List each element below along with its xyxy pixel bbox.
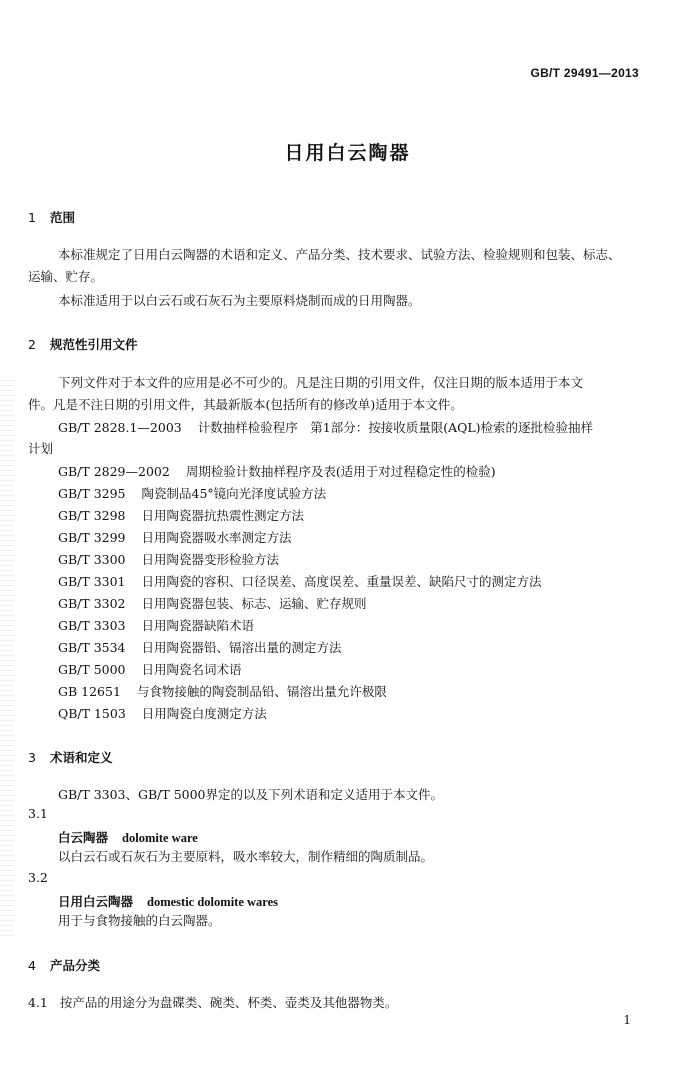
reference-title: 日用陶瓷器变形检验方法 — [141, 552, 280, 567]
reference-item — [58, 418, 593, 436]
section-number: 2 — [28, 337, 36, 352]
section-title: 范围 — [50, 210, 76, 225]
term-en: domestic dolomite wares — [147, 895, 279, 909]
term-zh: 白云陶器 — [58, 830, 109, 845]
paragraph: 本标准规定了日用白云陶器的术语和定义、产品分类、技术要求、试验方法、检验规则和包装、标志、 — [58, 247, 621, 262]
reference-code: GB/T 5000 — [58, 662, 126, 677]
section-2-heading — [28, 335, 138, 353]
reference-continuation: 计划 — [28, 441, 54, 456]
reference-item — [58, 484, 326, 502]
paragraph: GB/T 3303、GB/T 5000界定的以及下列术语和定义适用于本文件。 — [58, 787, 444, 802]
reference-item — [58, 638, 342, 656]
reference-item — [58, 594, 367, 612]
reference-code: GB/T 3534 — [58, 640, 126, 655]
section-3-heading — [28, 748, 113, 766]
reference-code: GB/T 3298 — [58, 508, 126, 523]
reference-title: 日用陶瓷器包装、标志、运输、贮存规则 — [141, 596, 367, 611]
clause-number: 3.1 — [28, 806, 48, 821]
term-zh: 日用白云陶器 — [58, 894, 134, 909]
section-4-heading — [28, 956, 100, 974]
reference-item — [58, 506, 304, 524]
section-1-heading — [28, 208, 75, 226]
paragraph: 运输、贮存。 — [28, 269, 104, 284]
reference-code: GB/T 3299 — [58, 530, 126, 545]
term-en: dolomite ware — [122, 831, 198, 845]
reference-title: 日用陶瓷器铅、镉溶出量的测定方法 — [141, 640, 342, 655]
reference-item — [58, 616, 254, 634]
term-entry — [58, 828, 198, 846]
reference-title: 陶瓷制品45°镜向光泽度试验方法 — [141, 486, 327, 501]
reference-title: 日用陶瓷白度测定方法 — [141, 706, 267, 721]
reference-code: GB/T 2828.1—2003 — [58, 420, 182, 435]
clause-number: 3.2 — [28, 870, 48, 885]
section-title: 术语和定义 — [50, 750, 113, 765]
section-number: 3 — [28, 750, 36, 765]
term-entry — [58, 892, 278, 910]
scan-edge-noise — [0, 380, 14, 940]
clause-4-1 — [28, 992, 397, 1013]
paragraph: 本标准适用于以白云石或石灰石为主要原料烧制而成的日用陶器。 — [58, 293, 421, 308]
reference-code: QB/T 1503 — [58, 706, 126, 721]
reference-code: GB/T 3302 — [58, 596, 126, 611]
term-definition: 以白云石或石灰石为主要原料，吸水率较大，制作精细的陶质制品。 — [58, 849, 434, 864]
term-definition: 用于与食物接触的白云陶器。 — [58, 913, 221, 928]
reference-code: GB/T 3301 — [58, 574, 126, 589]
reference-item — [58, 682, 387, 700]
reference-title: 日用陶瓷器抗热震性测定方法 — [141, 508, 305, 523]
reference-item — [58, 550, 279, 568]
reference-item — [58, 462, 496, 480]
reference-title: 日用陶瓷器吸水率测定方法 — [141, 530, 292, 545]
reference-title: 日用陶瓷器缺陷术语 — [141, 618, 255, 633]
standard-number: GB/T 29491—2013 — [530, 66, 639, 80]
page-number: 1 — [623, 1013, 631, 1027]
document-title: 日用白云陶器 — [284, 142, 411, 164]
paragraph: 件。凡是不注日期的引用文件，其最新版本(包括所有的修改单)适用于本文件。 — [28, 397, 463, 412]
reference-code: GB/T 3295 — [58, 486, 126, 501]
reference-code: GB/T 2829—2002 — [58, 464, 170, 479]
reference-code: GB/T 3300 — [58, 552, 126, 567]
reference-title: 与食物接触的陶瓷制品铅、镉溶出量允许极限 — [136, 684, 387, 699]
reference-code: GB 12651 — [58, 684, 121, 699]
reference-item — [58, 704, 267, 722]
section-number: 4 — [28, 958, 36, 973]
reference-item — [58, 528, 292, 546]
clause-number: 4.1 — [28, 995, 48, 1010]
section-title: 产品分类 — [50, 958, 101, 973]
paragraph: 下列文件对于本文件的应用是必不可少的。凡是注日期的引用文件，仅注日期的版本适用于本文 — [58, 375, 584, 390]
reference-item — [58, 660, 242, 678]
reference-title: 计数抽样检验程序 第1部分：按接收质量限(AQL)检索的逐批检验抽样 — [197, 420, 594, 435]
reference-code: GB/T 3303 — [58, 618, 126, 633]
reference-title: 周期检验计数抽样程序及表(适用于对过程稳定性的检验) — [185, 464, 496, 479]
section-number: 1 — [28, 210, 36, 225]
reference-title: 日用陶瓷名词术语 — [141, 662, 242, 677]
section-title: 规范性引用文件 — [50, 337, 138, 352]
clause-text: 按产品的用途分为盘碟类、碗类、杯类、壶类及其他器物类。 — [59, 995, 398, 1010]
reference-item — [58, 572, 542, 590]
reference-title: 日用陶瓷的容积、口径误差、高度误差、重量误差、缺陷尺寸的测定方法 — [141, 574, 542, 589]
